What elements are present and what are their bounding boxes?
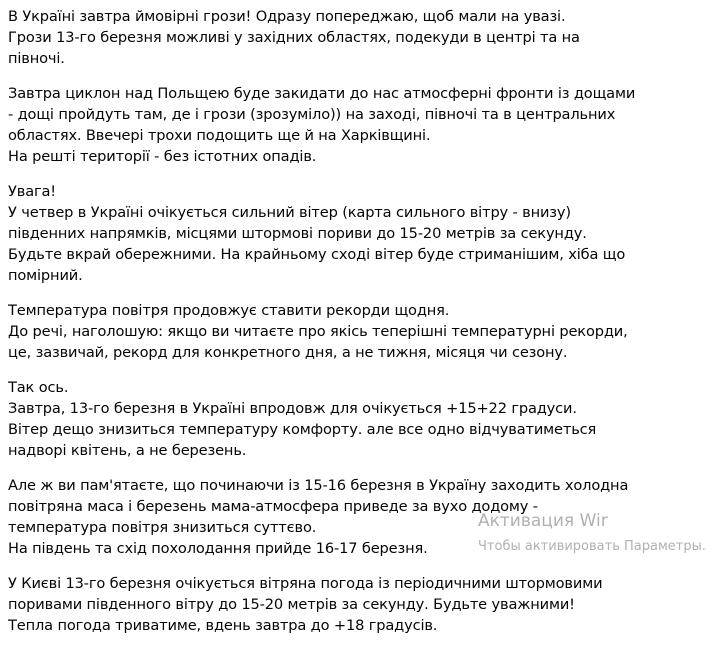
post-paragraph-2 bbox=[8, 83, 636, 167]
post-paragraph-4 bbox=[8, 300, 628, 363]
post-line: На південь та схід похолодання прийде 16-17 березня. bbox=[8, 540, 428, 557]
post-paragraph-1 bbox=[8, 6, 614, 69]
post-line: Але ж ви пам'ятаєте, що починаючи із 15-16 березня в Україну заходить холодна bbox=[8, 477, 629, 494]
post-line: поривами південного вітру до 15-20 метрів за секунду. Будьте уважними! bbox=[8, 596, 575, 613]
post-line: Так ось. bbox=[8, 379, 69, 396]
post-paragraph-3 bbox=[8, 181, 626, 286]
post-line: помірний. bbox=[8, 267, 83, 284]
windows-activation-watermark bbox=[478, 510, 706, 555]
activation-subtitle: Чтобы активировать Параметры. bbox=[478, 539, 706, 554]
post-line: На решті території - без істотних опадів. bbox=[8, 148, 317, 165]
post-line: Грози 13-го березня можливі у західних областях, подекуди в центрі та на bbox=[8, 29, 580, 46]
post-paragraph-7 bbox=[8, 573, 614, 636]
post-line: температура повітря знизиться суттєво. bbox=[8, 519, 317, 536]
post-line: півночі. bbox=[8, 50, 65, 67]
post-line: областях. Ввечері трохи подощить ще й на Харківщині. bbox=[8, 127, 431, 144]
post-line: Завтра, 13-го березня в Україні впродовж для очікується +15+22 градуси. bbox=[8, 400, 577, 417]
post-line: У четвер в Україні очікується сильний вітер (карта сильного вітру - внизу) bbox=[8, 204, 571, 221]
post-line: Будьте вкрай обережними. На крайньому сході вітер буде стриманішим, хіба що bbox=[8, 246, 626, 263]
post-line: Завтра циклон над Польщею буде закидати до нас атмосферні фронти із дощами bbox=[8, 85, 636, 102]
post-line: До речі, наголошую: якщо ви читаєте про якісь теперішні температурні рекорди, bbox=[8, 323, 628, 340]
post-line: Увага! bbox=[8, 183, 56, 200]
post-line: Тепла погода триватиме, вдень завтра до +18 градусів. bbox=[8, 617, 438, 634]
post-paragraph-5 bbox=[8, 377, 614, 461]
post-line: повітряна маса і березень мама-атмосфера приведе за вухо додому - bbox=[8, 498, 538, 515]
activation-title: Активация Wir bbox=[478, 511, 608, 531]
post-line: У Києві 13-го березня очікується вітряна погода із періодичними штормовими bbox=[8, 575, 603, 592]
post-line: надворі квітень, а не березень. bbox=[8, 442, 247, 459]
post-line: південних напрямків, місцями штормові пориви до 15-20 метрів за секунду. bbox=[8, 225, 587, 242]
post-line: Вітер дещо знизиться температуру комфорту. але все одно відчуватиметься bbox=[8, 421, 597, 438]
post-line: - дощі пройдуть там, де і грози (зрозуміло)) на заході, півночі та в центральних bbox=[8, 106, 616, 123]
post-line: В Україні завтра ймовірні грози! Одразу попереджаю, щоб мали на увазі. bbox=[8, 8, 566, 25]
post-line: Температура повітря продовжує ставити рекорди щодня. bbox=[8, 302, 450, 319]
post-line: це, зазвичай, рекорд для конкретного дня, а не тижня, місяця чи сезону. bbox=[8, 344, 568, 361]
